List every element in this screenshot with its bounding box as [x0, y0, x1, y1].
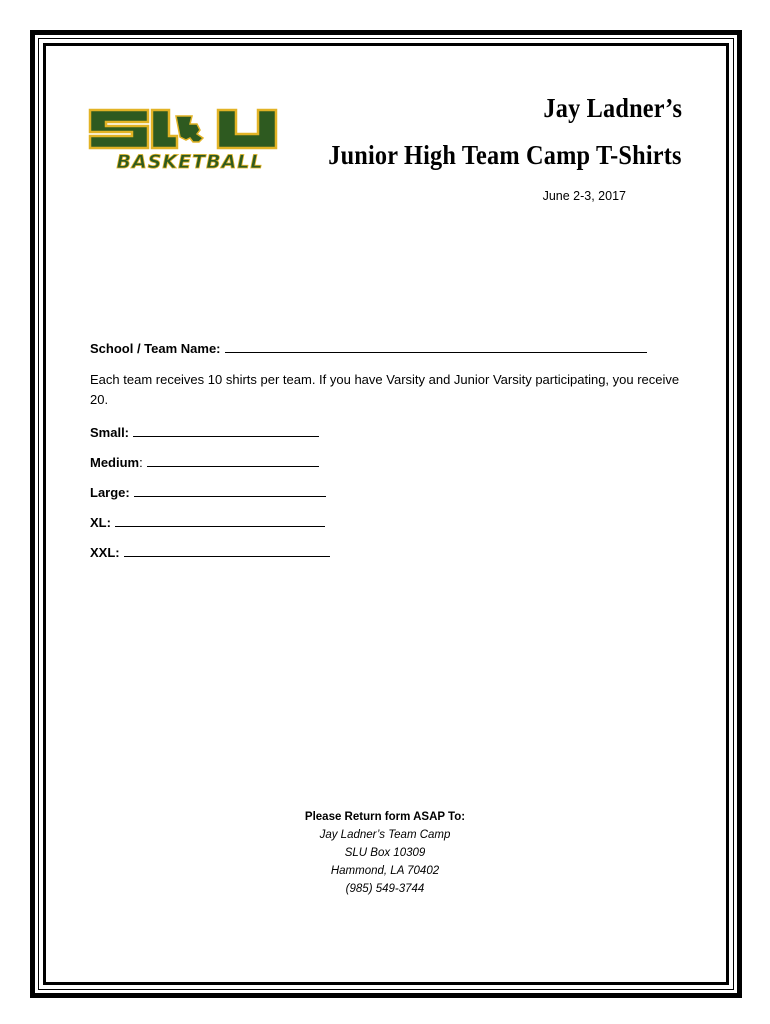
size-label-xl: XL: — [90, 515, 111, 530]
return-line-box: SLU Box 10309 — [344, 847, 426, 859]
logo-letter-l — [152, 110, 177, 148]
size-row-medium — [90, 454, 319, 470]
size-label-medium: Medium — [90, 455, 140, 470]
size-row-xxl — [90, 544, 330, 560]
return-line-city: Hammond, LA 70402 — [330, 865, 440, 877]
team-name-row — [90, 340, 647, 356]
louisiana-state-icon — [176, 116, 203, 142]
return-heading: Please Return form ASAP To: — [304, 811, 466, 823]
event-date: June 2-3, 2017 — [542, 189, 626, 203]
slu-basketball-logo-graphic — [84, 90, 296, 176]
shirt-allocation-description: Each team receives 10 shirts per team. If you have Varsity and Junior Varsity participating, you receive 20. — [90, 372, 680, 407]
size-field-small[interactable] — [133, 424, 319, 437]
size-row-xl — [90, 514, 325, 530]
logo-subtext: BASKETBALL — [116, 151, 264, 173]
slu-basketball-logo — [84, 90, 296, 176]
return-address-block — [0, 808, 770, 898]
team-name-field[interactable] — [225, 340, 647, 353]
size-field-medium[interactable] — [147, 454, 319, 467]
size-field-xxl[interactable] — [124, 544, 330, 557]
return-line-phone: (985) 549-3744 — [345, 883, 425, 895]
logo-letter-s — [90, 110, 148, 148]
size-field-large[interactable] — [134, 484, 326, 497]
return-line-camp: Jay Ladner’s Team Camp — [319, 829, 451, 841]
logo-letter-u — [218, 110, 276, 148]
size-label-medium-colon: : — [139, 455, 143, 470]
size-row-large — [90, 484, 326, 500]
size-label-xxl: XXL: — [90, 545, 120, 560]
title-line-1: Jay Ladner’s — [543, 93, 682, 123]
size-field-xl[interactable] — [115, 514, 325, 527]
team-name-label: School / Team Name: — [90, 341, 221, 356]
size-label-large: Large: — [90, 485, 130, 500]
title-line-2: Junior High Team Camp T-Shirts — [328, 140, 682, 170]
size-label-small: Small: — [90, 425, 130, 440]
size-row-small — [90, 424, 319, 440]
